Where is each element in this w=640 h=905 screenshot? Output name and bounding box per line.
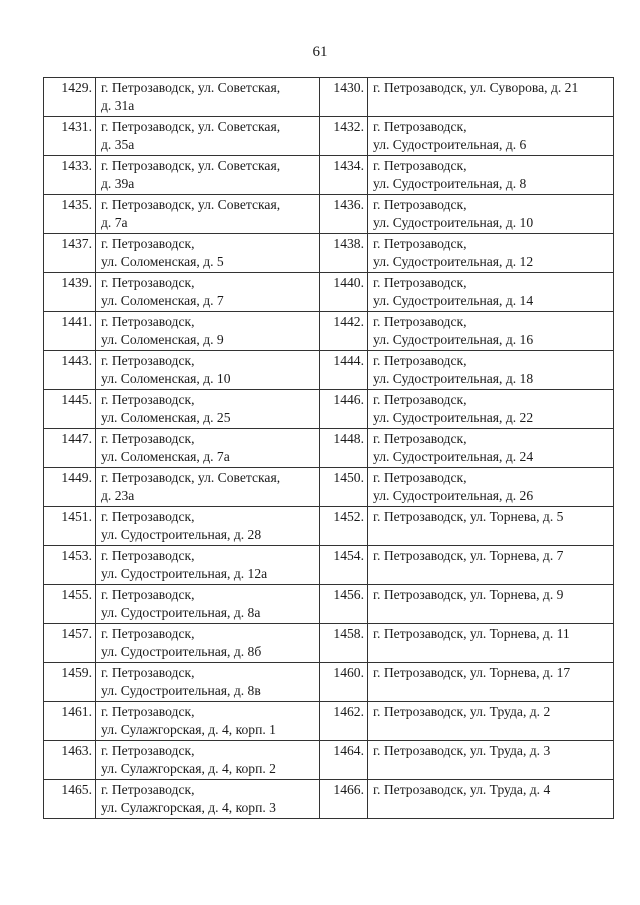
left-item-address: г. Петрозаводск, ул. Соломенская, д. 7 [96, 273, 320, 312]
table-row [44, 390, 614, 429]
right-item-address: г. Петрозаводск, ул. Торнева, д. 17 [368, 663, 614, 702]
left-item-address: г. Петрозаводск, ул. Судостроительная, д. 8в [96, 663, 320, 702]
left-item-number: 1459. [44, 663, 96, 702]
left-item-address: г. Петрозаводск, ул. Советская, д. 35а [96, 117, 320, 156]
table-row [44, 780, 614, 819]
right-item-number: 1446. [320, 390, 368, 429]
table-row [44, 117, 614, 156]
right-item-address: г. Петрозаводск, ул. Торнева, д. 9 [368, 585, 614, 624]
table-row [44, 351, 614, 390]
left-item-address: г. Петрозаводск, ул. Советская, д. 23а [96, 468, 320, 507]
left-item-address: г. Петрозаводск, ул. Сулажгорская, д. 4, корп. 2 [96, 741, 320, 780]
left-item-number: 1433. [44, 156, 96, 195]
right-item-number: 1454. [320, 546, 368, 585]
right-item-address: г. Петрозаводск, ул. Судостроительная, д. 18 [368, 351, 614, 390]
table-row [44, 429, 614, 468]
left-item-number: 1435. [44, 195, 96, 234]
right-item-number: 1462. [320, 702, 368, 741]
right-item-address: г. Петрозаводск, ул. Труда, д. 2 [368, 702, 614, 741]
right-item-number: 1430. [320, 78, 368, 117]
left-item-number: 1461. [44, 702, 96, 741]
right-item-address: г. Петрозаводск, ул. Судостроительная, д. 12 [368, 234, 614, 273]
table-row [44, 702, 614, 741]
right-item-address: г. Петрозаводск, ул. Судостроительная, д. 26 [368, 468, 614, 507]
left-item-number: 1439. [44, 273, 96, 312]
left-item-number: 1463. [44, 741, 96, 780]
right-item-number: 1458. [320, 624, 368, 663]
right-item-address: г. Петрозаводск, ул. Судостроительная, д. 16 [368, 312, 614, 351]
table-row [44, 468, 614, 507]
right-item-address: г. Петрозаводск, ул. Судостроительная, д. 24 [368, 429, 614, 468]
left-item-address: г. Петрозаводск, ул. Советская, д. 39а [96, 156, 320, 195]
table-row [44, 741, 614, 780]
left-item-address: г. Петрозаводск, ул. Советская, д. 7а [96, 195, 320, 234]
right-item-number: 1464. [320, 741, 368, 780]
left-item-number: 1457. [44, 624, 96, 663]
left-item-number: 1443. [44, 351, 96, 390]
right-item-number: 1450. [320, 468, 368, 507]
right-item-number: 1436. [320, 195, 368, 234]
table-row [44, 156, 614, 195]
right-item-number: 1456. [320, 585, 368, 624]
address-table-body [44, 78, 614, 819]
right-item-number: 1442. [320, 312, 368, 351]
left-item-address: г. Петрозаводск, ул. Сулажгорская, д. 4, корп. 1 [96, 702, 320, 741]
left-item-number: 1449. [44, 468, 96, 507]
table-row [44, 507, 614, 546]
right-item-address: г. Петрозаводск, ул. Торнева, д. 7 [368, 546, 614, 585]
table-row [44, 624, 614, 663]
table-row [44, 234, 614, 273]
right-item-number: 1448. [320, 429, 368, 468]
left-item-address: г. Петрозаводск, ул. Соломенская, д. 5 [96, 234, 320, 273]
table-row [44, 663, 614, 702]
right-item-address: г. Петрозаводск, ул. Суворова, д. 21 [368, 78, 614, 117]
left-item-number: 1451. [44, 507, 96, 546]
right-item-address: г. Петрозаводск, ул. Труда, д. 3 [368, 741, 614, 780]
page-number: 61 [312, 44, 328, 60]
left-item-address: г. Петрозаводск, ул. Соломенская, д. 10 [96, 351, 320, 390]
table-row [44, 312, 614, 351]
left-item-address: г. Петрозаводск, ул. Сулажгорская, д. 4, корп. 3 [96, 780, 320, 819]
left-item-address: г. Петрозаводск, ул. Судостроительная, д. 28 [96, 507, 320, 546]
left-item-address: г. Петрозаводск, ул. Соломенская, д. 25 [96, 390, 320, 429]
table-row [44, 78, 614, 117]
left-item-address: г. Петрозаводск, ул. Соломенская, д. 7а [96, 429, 320, 468]
right-item-address: г. Петрозаводск, ул. Судостроительная, д. 6 [368, 117, 614, 156]
right-item-address: г. Петрозаводск, ул. Труда, д. 4 [368, 780, 614, 819]
right-item-address: г. Петрозаводск, ул. Торнева, д. 11 [368, 624, 614, 663]
left-item-address: г. Петрозаводск, ул. Судостроительная, д. 8б [96, 624, 320, 663]
left-item-number: 1455. [44, 585, 96, 624]
left-item-number: 1431. [44, 117, 96, 156]
left-item-number: 1437. [44, 234, 96, 273]
left-item-address: г. Петрозаводск, ул. Судостроительная, д. 8а [96, 585, 320, 624]
left-item-address: г. Петрозаводск, ул. Советская, д. 31а [96, 78, 320, 117]
table-row [44, 585, 614, 624]
table-row [44, 195, 614, 234]
right-item-number: 1452. [320, 507, 368, 546]
left-item-number: 1453. [44, 546, 96, 585]
left-item-number: 1445. [44, 390, 96, 429]
table-row [44, 273, 614, 312]
address-table [43, 77, 614, 819]
left-item-number: 1429. [44, 78, 96, 117]
right-item-number: 1460. [320, 663, 368, 702]
right-item-address: г. Петрозаводск, ул. Судостроительная, д. 22 [368, 390, 614, 429]
left-item-number: 1465. [44, 780, 96, 819]
right-item-number: 1444. [320, 351, 368, 390]
right-item-address: г. Петрозаводск, ул. Судостроительная, д. 8 [368, 156, 614, 195]
left-item-address: г. Петрозаводск, ул. Судостроительная, д. 12а [96, 546, 320, 585]
right-item-address: г. Петрозаводск, ул. Судостроительная, д. 10 [368, 195, 614, 234]
left-item-number: 1441. [44, 312, 96, 351]
left-item-number: 1447. [44, 429, 96, 468]
right-item-number: 1466. [320, 780, 368, 819]
right-item-address: г. Петрозаводск, ул. Торнева, д. 5 [368, 507, 614, 546]
right-item-address: г. Петрозаводск, ул. Судостроительная, д. 14 [368, 273, 614, 312]
left-item-address: г. Петрозаводск, ул. Соломенская, д. 9 [96, 312, 320, 351]
right-item-number: 1440. [320, 273, 368, 312]
table-row [44, 546, 614, 585]
right-item-number: 1434. [320, 156, 368, 195]
right-item-number: 1432. [320, 117, 368, 156]
right-item-number: 1438. [320, 234, 368, 273]
